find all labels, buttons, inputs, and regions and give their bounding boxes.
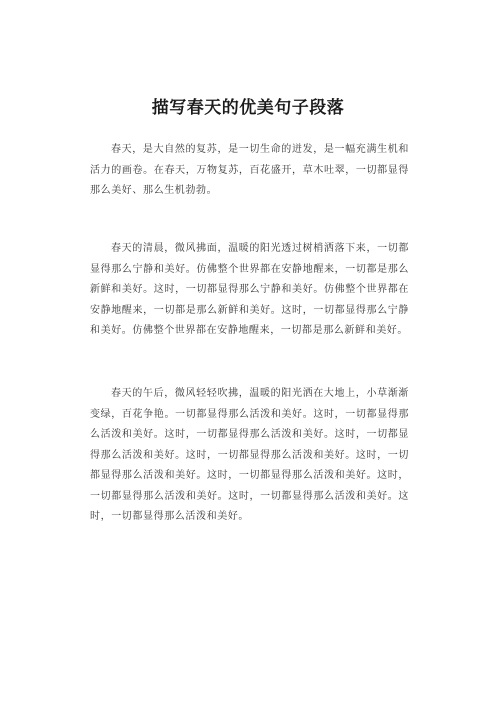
paragraph-1: 春天，是大自然的复苏，是一切生命的迸发，是一幅充满生机和活力的画卷。在春天，万物复苏，百花盛开，草木吐翠，一切都显得那么美好、那么生机勃勃。: [90, 144, 409, 196]
paragraph-3: 春天的午后，微风轻轻吹拂，温暖的阳光洒在大地上，小草渐渐变绿，百花争艳。一切都显得那么活泼和美好。这时，一切都显得那么活泼和美好。这时，一切都显得那么活泼和美好。这时，一切都显得那么活泼和美好。这时，一切都显得那么活泼和美好。这时，一切都显得那么活泼和美好。这时，一切都显得那么活泼和美好。这时，一切都显得那么活泼和美好。这时，一切都显得那么活泼和美好。这时，一切都显得那么活泼和美好。: [90, 388, 409, 522]
paragraph-2: 春天的清晨，微风拂面，温暖的阳光透过树梢洒落下来，一切都显得那么宁静和美好。仿佛整个世界都在安静地醒来，一切都是那么新鲜和美好。这时，一切都显得那么宁静和美好。仿佛整个世界都在安静地醒来，一切都是那么新鲜和美好。这时，一切都显得那么宁静和美好。仿佛整个世界都在安静地醒来，一切都是那么新鲜和美好。: [90, 243, 409, 336]
document-title: 描写春天的优美句子段落: [151, 98, 345, 119]
